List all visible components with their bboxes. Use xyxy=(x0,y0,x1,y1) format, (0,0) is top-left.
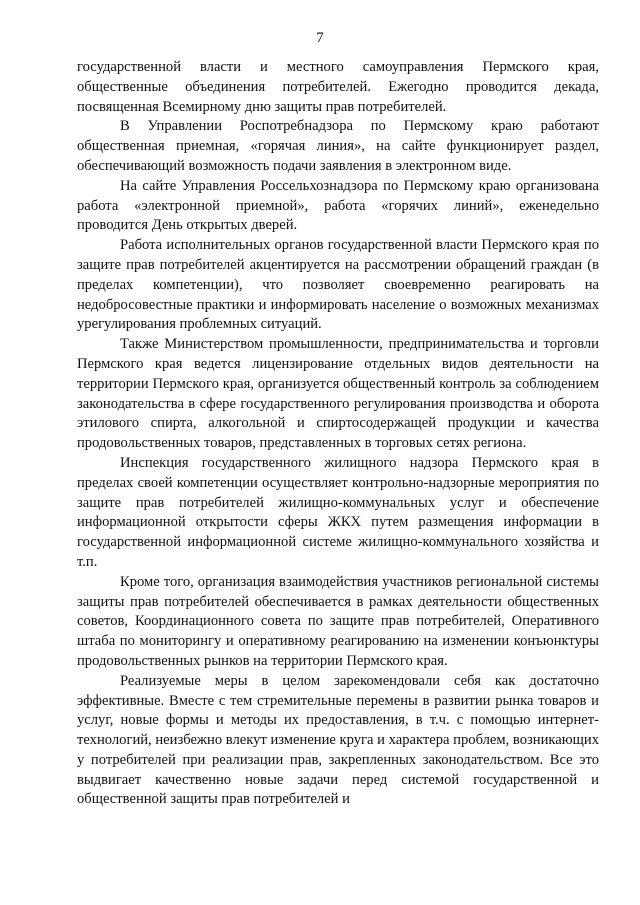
paragraph-executive-bodies: Работа исполнительных органов государственной власти Пермского края по защите прав потребителей акцентируется на рассмотрении обращений граждан (в пределах компетенции), что позволяет своевременно реагировать на недобросовестные практики и информировать население о возможных механизмах урегулирования проблемных ситуаций. xyxy=(77,237,599,333)
paragraph-ministry-industry: Также Министерством промышленности, предпринимательства и торговли Пермского края ведется лицензирование отдельных видов деятельности на территории Пермского края, организуется общественный контроль за соблюдением законодательства в сфере государственного регулирования производства и оборота этилового спирта, алкогольной и спиртосодержащей продукции и качества продовольственных товаров, представленных в торговых сетях региона. xyxy=(77,336,599,452)
paragraph-housing-inspection: Инспекция государственного жилищного надзора Пермского края в пределах своей компетенции осуществляет контрольно-надзорные мероприятия по защите прав потребителей жилищно-коммунальных услуг и обеспечение информационной открытости сферы ЖКХ путем размещения информации в государственной информационной системе жилищно-коммунального хозяйства и т.п. xyxy=(77,454,599,570)
paragraph-conclusion: Реализуемые меры в целом зарекомендовали себя как достаточно эффективные. Вместе с тем стремительные перемены в развитии рынка товаров и услуг, новые формы и методы их предоставления, в т.ч. с помощью интернет-технологий, неизбежно влекут изменение круга и характера проблем, возникающих у потребителей при реализации прав, закрепленных законодательством. Все это выдвигает качественно новые задачи перед системой государственной и общественной защиты прав потребителей и xyxy=(77,672,599,808)
paragraph-rosselkhoznadzor: На сайте Управления Россельхознадзора по Пермскому краю организована работа «электронной приемной», работа «горячих линий», еженедельно проводится День открытых дверей. xyxy=(77,177,599,234)
paragraph-rospotrebnadzor: В Управлении Роспотребнадзора по Пермскому краю работают общественная приемная, «горячая линия», на сайте функционирует раздел, обеспечивающий возможность подачи заявления в электронном виде. xyxy=(77,118,599,174)
document-body xyxy=(77,58,599,810)
paragraph-continuation: государственной власти и местного самоуправления Пермского края, общественные объединения потребителей. Ежегодно проводится декада, посвященная Всемирному дню защиты прав потребителей. xyxy=(77,59,599,115)
paragraph-coordination: Кроме того, организация взаимодействия участников региональной системы защиты прав потребителей обеспечивается в рамках деятельности общественных советов, Координационного совета по защите прав потребителей, Оперативного штаба по мониторингу и оперативному реагированию на изменении конъюнктуры продовольственных рынков на территории Пермского края. xyxy=(77,573,599,669)
page-number: 7 xyxy=(316,30,324,46)
